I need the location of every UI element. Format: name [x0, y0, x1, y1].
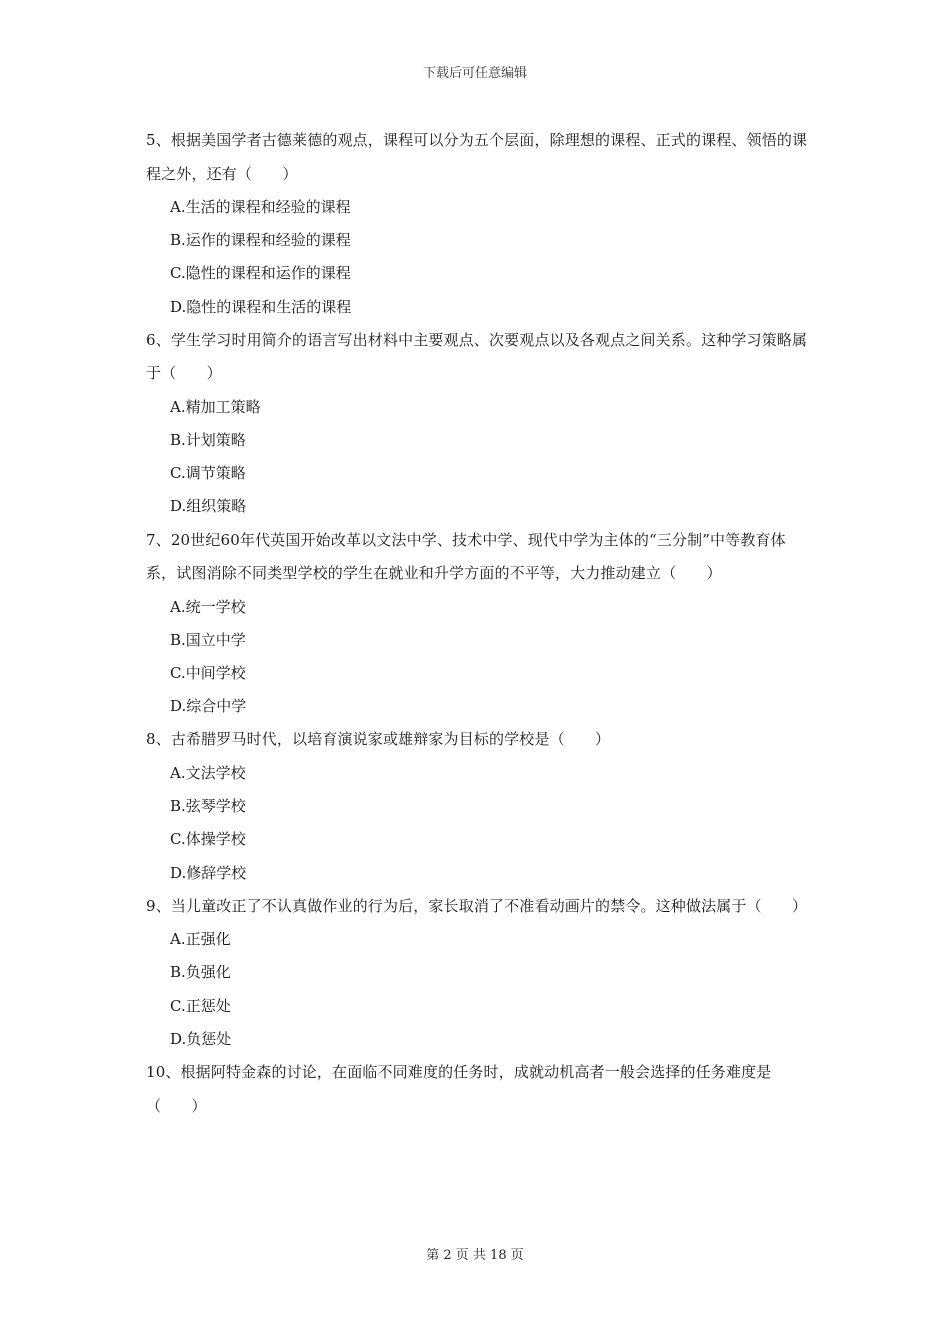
question-stem: 8、古希腊罗马时代，以培育演说家或雄辩家为目标的学校是（ ） [146, 730, 611, 749]
question-stem: 6、学生学习时用简介的语言写出材料中主要观点、次要观点以及各观点之间关系。这种学习策略属于（ ） [146, 330, 808, 383]
page-header: 下载后可任意编辑 [422, 66, 527, 81]
option-d: D.修辞学校 [170, 863, 247, 882]
option-list [146, 391, 814, 524]
option-d: D.组织策略 [170, 497, 247, 516]
question-10 [146, 1056, 814, 1123]
option-list [146, 923, 814, 1056]
question-8 [146, 723, 814, 889]
question-7 [146, 524, 814, 724]
option-d: D.综合中学 [170, 697, 247, 716]
question-stem: 10、根据阿特金森的讨论，在面临不同难度的任务时，成就动机高者一般会选择的任务难度是（ ） [146, 1063, 772, 1115]
option-list [146, 757, 814, 890]
option-c: C.中间学校 [170, 664, 246, 683]
page-footer: 第 2 页 共 18 页 [426, 1248, 524, 1263]
question-stem: 5、根据美国学者古德莱德的观点，课程可以分为五个层面，除理想的课程、正式的课程、领悟的课程之外，还有（ ） [146, 131, 808, 183]
option-list [146, 191, 814, 324]
question-list [146, 124, 814, 1123]
option-c: C.体操学校 [170, 830, 246, 849]
option-a: A.精加工策略 [170, 397, 261, 416]
option-c: C.隐性的课程和运作的课程 [170, 264, 351, 283]
option-b: B.负强化 [170, 963, 231, 982]
question-5 [146, 124, 814, 324]
option-a: A.生活的课程和经验的课程 [170, 198, 351, 216]
option-b: B.运作的课程和经验的课程 [170, 231, 351, 250]
option-d: D.隐性的课程和生活的课程 [170, 297, 352, 316]
option-c: C.正惩处 [170, 996, 231, 1015]
option-b: B.计划策略 [170, 431, 246, 450]
option-list [146, 591, 814, 724]
option-d: D.负惩处 [170, 1029, 232, 1048]
option-a: A.正强化 [170, 930, 231, 949]
question-stem: 7、20世纪60年代英国开始改革以文法中学、技术中学、现代中学为主体的“三分制”中等教育体系，试图消除不同类型学校的学生在就业和升学方面的不平等，大力推动建立（ ） [146, 530, 786, 583]
option-b: B.弦琴学校 [170, 797, 246, 816]
option-a: A.统一学校 [170, 597, 246, 616]
option-c: C.调节策略 [170, 464, 246, 483]
question-stem: 9、当儿童改正了不认真做作业的行为后，家长取消了不准看动画片的禁令。这种做法属于（ ） [146, 896, 808, 915]
question-6 [146, 324, 814, 524]
option-b: B.国立中学 [170, 630, 246, 649]
option-a: A.文法学校 [170, 763, 246, 782]
question-9 [146, 890, 814, 1056]
